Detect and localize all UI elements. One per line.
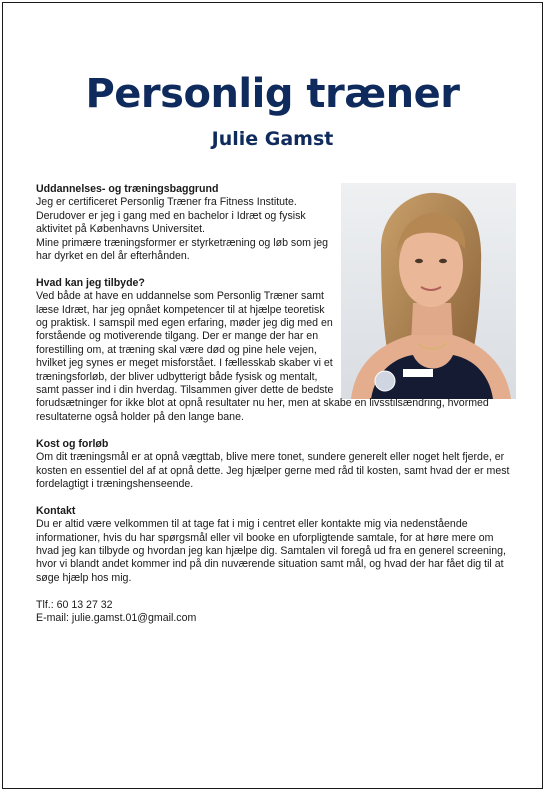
paragraph-text-full-width: forudsætninger for ikke blot at opnå resultater nu her, men at skabe en livsstilsændring, hvormed resultaterne også holder på den lange bane.	[36, 397, 489, 423]
document-page	[2, 2, 543, 789]
section-paragraph: Jeg er certificeret Personlig Træner fra Fitness Institute. Derudover er jeg i gang med en bachelor i Idræt og fysisk aktivitet på Københavns Universitet.	[36, 196, 306, 236]
section-education	[36, 183, 336, 263]
section-heading: Uddannelses- og træningsbaggrund	[36, 183, 219, 195]
phone-number[interactable]: Tlf.: 60 13 27 32	[36, 598, 113, 611]
section-paragraph: Du er altid være velkommen til at tage fat i mig i centret eller kontakte mig via nedenstående informationer, hvis du har spørgsmål eller vil booke en uforpligtende samtale, for at høre mere om hvad jeg kan tilbyde og hvordan jeg kan hjælpe dig. Samtalen vil foregå ud fra en generel screening, hvor vi blandt andet kommer ind på din nuværende situation samt mål, og hvad der har fået dig til at søge hjælp hos mig.	[36, 518, 506, 584]
section-contact	[36, 505, 518, 585]
section-diet	[36, 438, 518, 492]
trainer-name: Julie Gamst	[211, 128, 334, 150]
section-heading: Kost og forløb	[36, 437, 109, 450]
page-title: Personlig træner	[85, 71, 460, 117]
paragraph-text-beside-photo: Ved både at have en uddannelse som Personlig Træner samt læse Idræt, har jeg opnået kompetencer til at hjælpe teoretisk og praktisk. I samspil med egen erfaring, møder jeg dig med en forstående og motiverende tilgang. Der er mange der har en forestilling om, at træning skal være død og pine hele vejen, hvilket jeg synes er meget misforstået. I fællesskab skaber vi et træningsforløb, der bliver udbytterigt både fysisk og mentalt, samt passer ind i din hverdag. Tilsammen giver dette de bedste	[36, 290, 334, 397]
section-heading: Hvad kan jeg tilbyde?	[36, 276, 145, 289]
section-paragraph: Om dit træningsmål er at opnå vægttab, blive mere tonet, sundere generelt eller noget helt fjerde, er kosten en essentiel del af at opnå dette. Jeg hjælper gerne med råd til kosten, samt hvad der er mest fordelagtigt i træningshenseende.	[36, 451, 510, 490]
contact-details	[36, 599, 518, 626]
section-paragraph: Mine primære træningsformer er styrketræning og løb som jeg har dyrket en del år efterhånden.	[36, 236, 329, 263]
email-address[interactable]: E-mail: julie.gamst.01@gmail.com	[36, 611, 197, 624]
section-heading: Kontakt	[36, 504, 76, 517]
document-body	[36, 183, 518, 639]
section-paragraph	[36, 290, 518, 424]
section-offer	[36, 277, 518, 424]
